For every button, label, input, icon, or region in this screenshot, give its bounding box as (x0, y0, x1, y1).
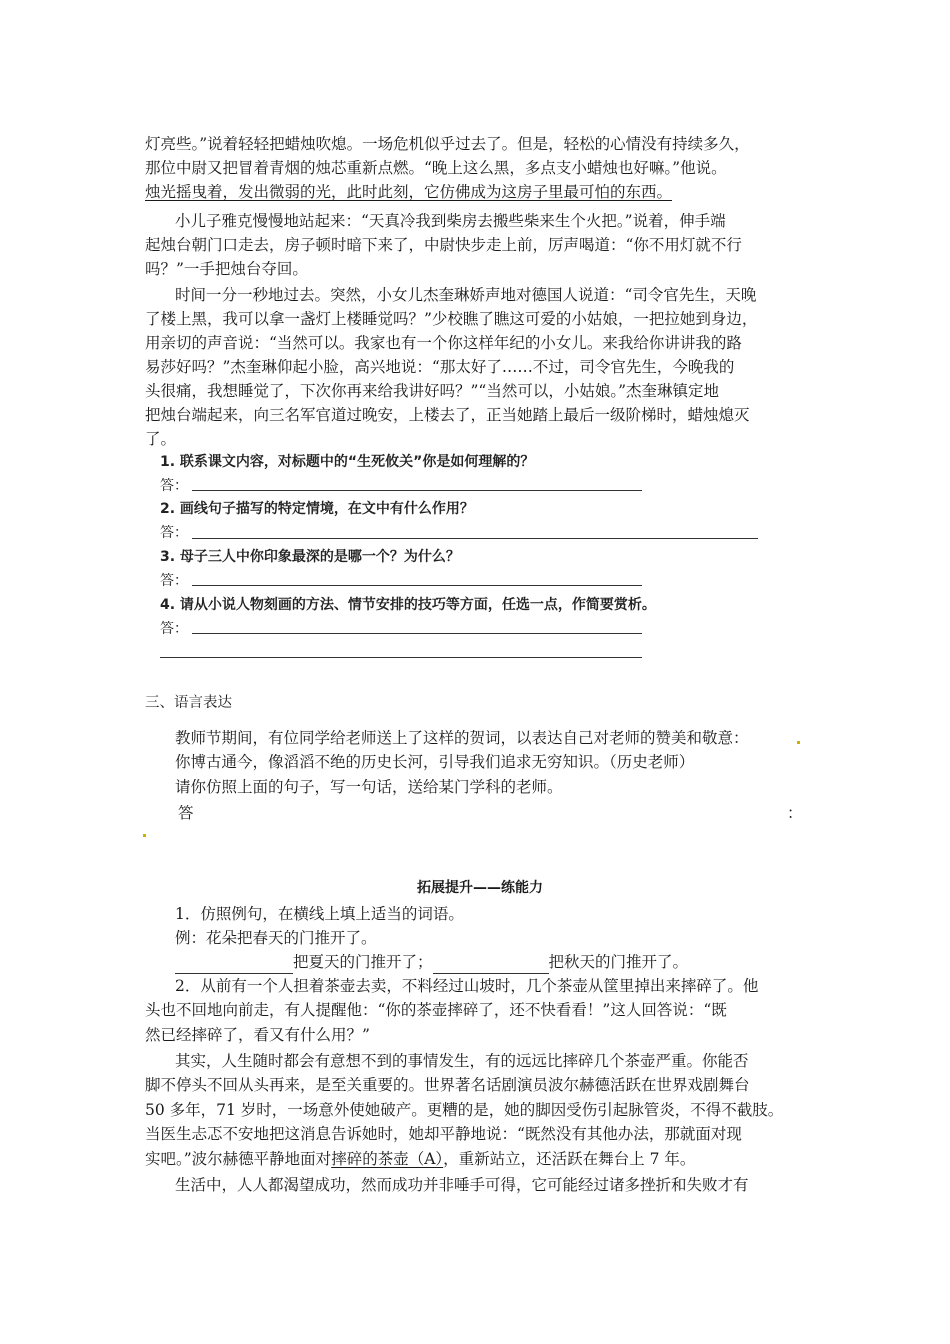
passage-line: 了楼上黑，我可以拿一盏灯上楼睡觉吗？”少校瞧了瞧这可爱的小姑娘，一把拉她到身边， (145, 310, 758, 328)
passage-line: 起烛台朝门口走去，房子顿时暗下来了，中尉快步走上前，厉声喝道：“你不用灯就不行 (145, 236, 742, 254)
fill-blank-2[interactable] (433, 955, 549, 974)
question-3: 3. 母子三人中你印象最深的是哪一个？为什么？ (160, 549, 460, 565)
answer-label: 答： (160, 621, 188, 637)
exercise-1: 1．仿照例句，在横线上填上适当的词语。 (175, 905, 464, 923)
scan-dot (143, 834, 146, 837)
passage-line: 灯亮些。”说着轻轻把蜡烛吹熄。一场危机似乎过去了。但是，轻松的心情没有持续多久， (145, 135, 750, 153)
answer-line[interactable] (160, 657, 642, 658)
example-text: 你博古通今，像滔滔不绝的历史长河，引导我们追求无穷知识。（历史老师） (175, 753, 695, 771)
passage-line: 头很痛，我想睡觉了，下次你再来给我讲好吗？”“当然可以，小姑娘。”杰奎琳镇定地 (145, 382, 720, 400)
passage-line: 当医生忐忑不安地把这消息告诉她时，她却平静地说：“既然没有其他办法，那就面对现 (145, 1125, 742, 1143)
passage-line: 50 多年，71 岁时，一场意外使她破产。更糟的是，她的脚因受伤引起脉管炎，不得不截肢。 (145, 1101, 784, 1119)
answer-label: 答： (160, 573, 188, 589)
passage-line: 用亲切的声音说：“当然可以。我家也有一个你这样年纪的小女儿。来我给你讲讲我的路 (145, 334, 742, 352)
passage-line: 时间一分一秒地过去。突然，小女儿杰奎琳娇声地对德国人说道：“司令官先生，天晚 (175, 286, 757, 304)
passage-line: 脚不停头不回从头再来，是至关重要的。世界著名话剧演员波尔赫德活跃在世界戏剧舞台 (145, 1076, 750, 1094)
exercise-2: 2．从前有一个人担着茶壶去卖，不料经过山坡时，几个茶壶从筐里掉出来摔碎了。他 (175, 977, 759, 995)
passage-line: 那位中尉又把冒着青烟的烛芯重新点燃。“晚上这么黑，多点支小蜡烛也好嘛。”他说。 (145, 159, 727, 177)
scan-dot (797, 741, 800, 744)
question-4: 4. 请从小说人物刻画的方法、情节安排的技巧等方面，任选一点，作简要赏析。 (160, 597, 656, 613)
section-text: 教师节期间，有位同学给老师送上了这样的贺词，以表达自己对老师的赞美和敬意： (175, 729, 749, 747)
fill-in-line (175, 950, 688, 974)
instruction-text: 请你仿照上面的句子，写一句话，送给某门学科的老师。 (175, 778, 563, 796)
underlined-phrase: 摔碎的茶壶（A） (331, 1150, 444, 1168)
section-title: 拓展提升——练能力 (417, 880, 543, 896)
answer-label: 答 (178, 804, 194, 822)
answer-line[interactable] (192, 585, 642, 586)
passage-text: ，重新站立，还活跃在舞台上 7 年。 (443, 1150, 696, 1168)
answer-colon: ： (787, 804, 803, 822)
fill-blank-1[interactable] (175, 955, 293, 974)
fill-text-2: 把秋天的门推开了。 (548, 953, 689, 971)
underlined-sentence: 烛光摇曳着，发出微弱的光，此时此刻，它仿佛成为这房子里最可怕的东西。 (145, 183, 673, 201)
question-2: 2. 画线句子描写的特定情境，在文中有什么作用？ (160, 501, 474, 517)
example-sentence: 例：花朵把春天的门推开了。 (175, 929, 377, 947)
fill-text-1: 把夏天的门推开了； (293, 953, 433, 971)
answer-line[interactable] (192, 538, 758, 539)
section-heading: 三、语言表达 (145, 695, 232, 711)
passage-line: 小儿子雅克慢慢地站起来：“天真冷我到柴房去搬些柴来生个火把。”说着，伸手端 (175, 212, 726, 230)
passage-line: 了。 (145, 430, 177, 448)
passage-text: 实吧。”波尔赫德平静地面对 (145, 1150, 332, 1168)
answer-label: 答： (160, 525, 188, 541)
exercise-2-line: 头也不回地向前走，有人提醒他：“你的茶壶摔碎了，还不快看看！”这人回答说：“既 (145, 1001, 727, 1019)
passage-line (145, 1147, 695, 1171)
answer-label: 答： (160, 478, 188, 494)
exercise-2-line: 然已经摔碎了，看又有什么用？” (145, 1026, 370, 1044)
answer-line[interactable] (192, 490, 642, 491)
passage-line: 易莎好吗？”杰奎琳仰起小脸，高兴地说：“那太好了……不过，司令官先生，今晚我的 (145, 358, 735, 376)
passage-line: 其实，人生随时都会有意想不到的事情发生，有的远远比摔碎几个茶壶严重。你能否 (175, 1052, 749, 1070)
answer-line[interactable] (192, 633, 642, 634)
question-1: 1. 联系课文内容，对标题中的“生死攸关”你是如何理解的？ (160, 454, 535, 470)
passage-line: 吗？”一手把烛台夺回。 (145, 260, 308, 278)
passage-line: 把烛台端起来，向三名军官道过晚安，上楼去了，正当她踏上最后一级阶梯时，蜡烛熄灭 (145, 406, 750, 424)
passage-line: 生活中，人人都渴望成功，然而成功并非唾手可得，它可能经过诸多挫折和失败才有 (175, 1176, 749, 1194)
